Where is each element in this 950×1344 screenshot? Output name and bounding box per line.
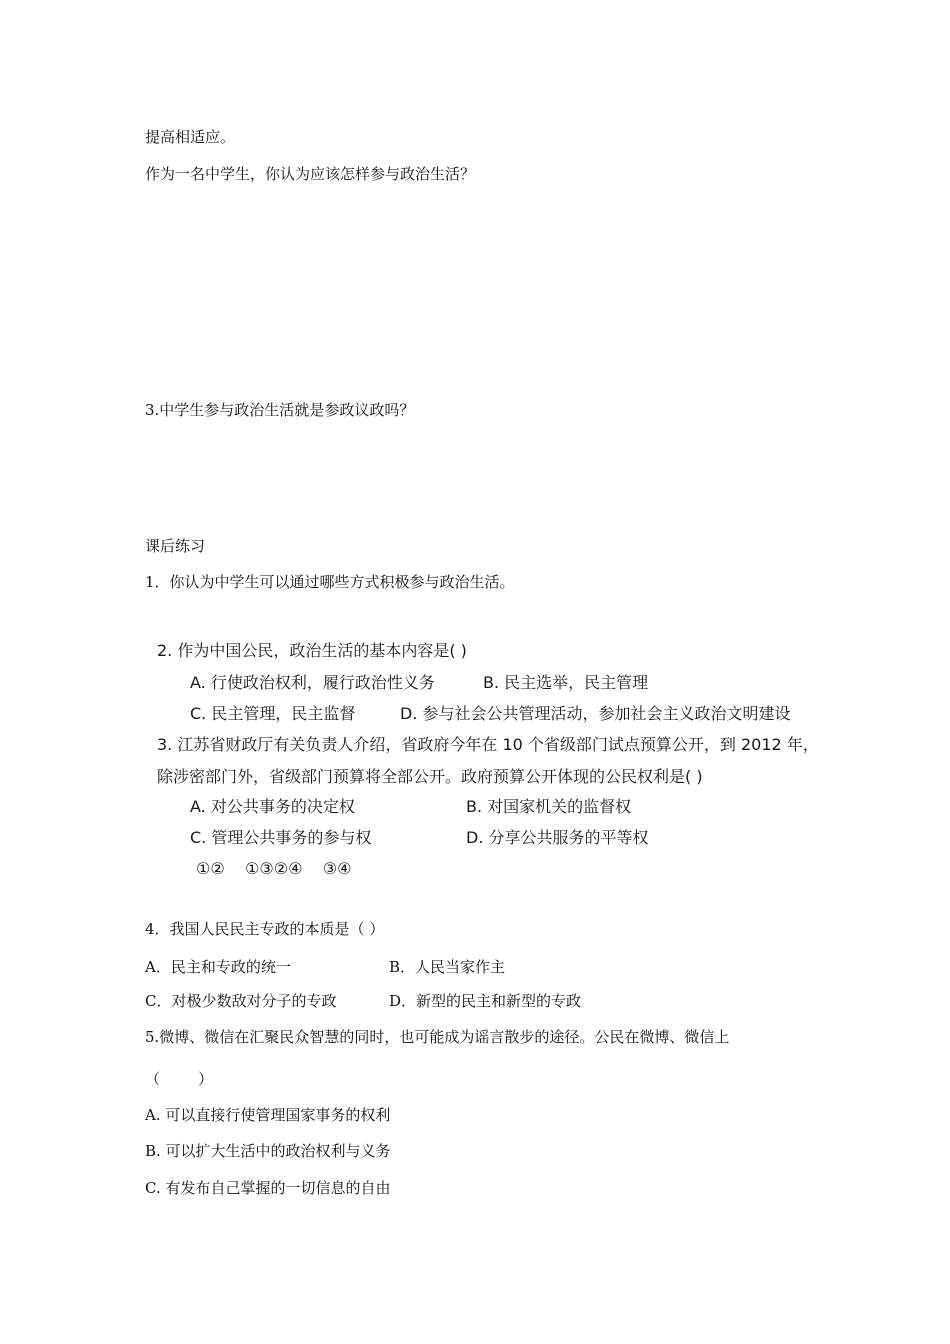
exercise-5-option-b: B. 可以扩大生活中的政治权利与义务 xyxy=(145,1142,391,1160)
exercise-2-option-a: A. 行使政治权利，履行政治性义务 xyxy=(190,673,435,692)
exercise-3-stem-line2: 除涉密部门外，省级部门预算将全部公开。政府预算公开体现的公民权利是( ) xyxy=(157,767,703,786)
exercise-3-option-d: D. 分享公共服务的平等权 xyxy=(466,828,649,847)
exercise-3-option-a: A. 对公共事务的决定权 xyxy=(190,797,355,816)
exercise-3-stem-line1: 3. 江苏省财政厅有关负责人介绍，省政府今年在 10 个省级部门试点预算公开，到 2012 年， xyxy=(157,735,819,754)
question-3: 3.中学生参与政治生活就是参政议政吗？ xyxy=(145,401,415,419)
exercise-5-option-a: A. 可以直接行使管理国家事务的权利 xyxy=(145,1106,391,1124)
exercise-4-option-b: B．人民当家作主 xyxy=(389,958,506,976)
text-line: 提高相适应。 xyxy=(145,128,236,146)
exercise-4-option-d: D．新型的民主和新型的专政 xyxy=(389,992,582,1010)
exercise-1: 1．你认为中学生可以通过哪些方式积极参与政治生活。 xyxy=(145,573,515,591)
section-title: 课后练习 xyxy=(145,537,206,555)
exercise-3-option-c: C. 管理公共事务的参与权 xyxy=(190,828,372,847)
exercise-3-option-b: B. 对国家机关的监督权 xyxy=(466,797,632,816)
exercise-4-stem: 4．我国人民民主专政的本质是（ ） xyxy=(145,920,385,938)
exercise-5-answer-paren: （ ） xyxy=(145,1070,214,1088)
exercise-5-option-c: C. 有发布自己掌握的一切信息的自由 xyxy=(145,1179,391,1197)
exercise-2-option-c: C. 民主管理，民主监督 xyxy=(190,704,356,723)
question-prompt: 作为一名中学生，你认为应该怎样参与政治生活？ xyxy=(145,165,476,183)
exercise-4-option-c: C．对极少数敌对分子的专政 xyxy=(145,992,337,1010)
exercise-2-option-b: B. 民主选举，民主管理 xyxy=(483,673,649,692)
exercise-2-stem: 2. 作为中国公民，政治生活的基本内容是( ) xyxy=(157,641,467,660)
exercise-3-combos: ①② ①③②④ ③④ xyxy=(196,859,352,878)
exercise-5-stem: 5.微博、微信在汇聚民众智慧的同时，也可能成为谣言散步的途径。公民在微博、微信上 xyxy=(145,1028,730,1046)
exercise-4-option-a: A．民主和专政的统一 xyxy=(145,958,291,976)
exercise-2-option-d: D. 参与社会公共管理活动，参加社会主义政治文明建设 xyxy=(400,704,791,723)
